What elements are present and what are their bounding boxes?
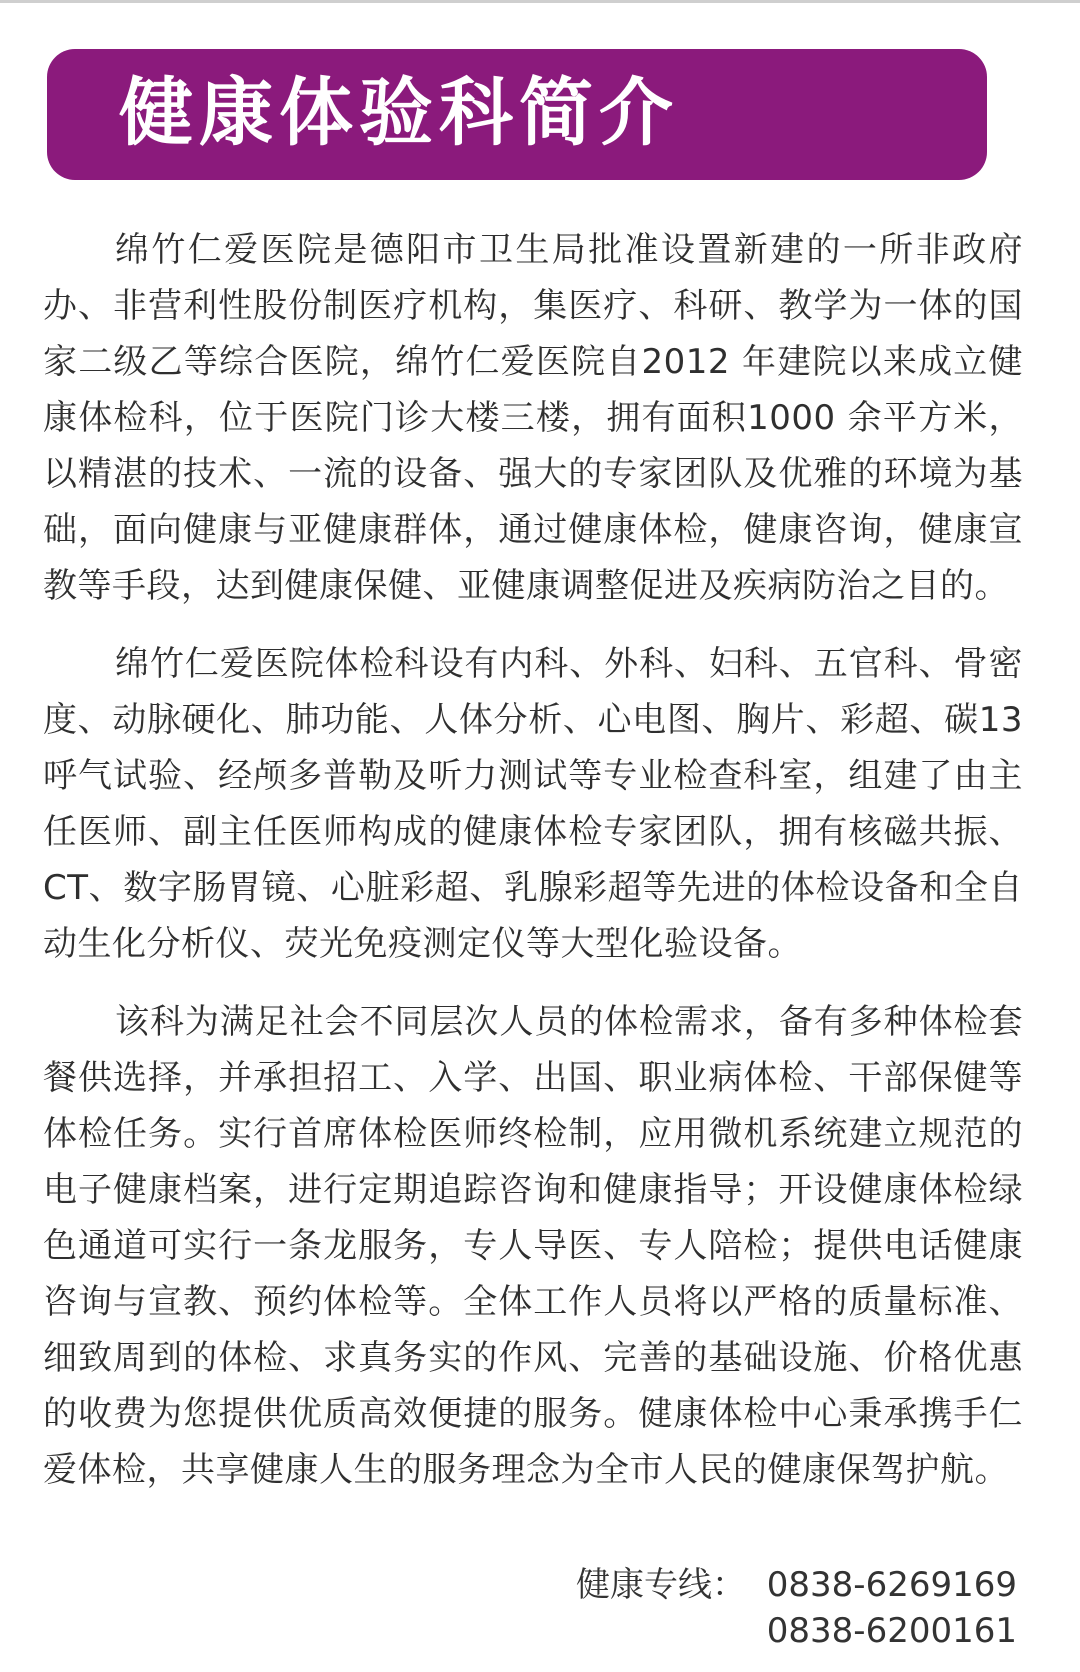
hotline-row-secondary: [576, 1608, 1017, 1654]
phone-number-secondary: 0838-6200161: [766, 1611, 1017, 1651]
paragraph-intro: 绵竹仁爱医院是德阳市卫生局批准设置新建的一所非政府办、非营利性股份制医疗机构，集医疗、科研、教学为一体的国家二级乙等综合医院，绵竹仁爱医院自2012 年建院以来成立健康体检科，位于医院门诊大楼三楼，拥有面积1000 余平方米，以精湛的技术、一流的设备、强大的专家团队及优雅的环境为基础，面向健康与亚健康群体，通过健康体检，健康咨询，健康宣教等手段，达到健康保健、亚健康调整促进及疾病防治之目的。: [43, 230, 1023, 606]
hotline-row-primary: [576, 1562, 1017, 1608]
phone-number-primary: 0838-6269169: [766, 1565, 1017, 1605]
hotline-label: 健康专线：: [575, 1565, 746, 1605]
page-title: 健康体验科简介: [119, 70, 679, 156]
paragraph-services: 该科为满足社会不同层次人员的体检需求，备有多种体检套餐供选择，并承担招工、入学、出国、职业病体检、干部保健等体检任务。实行首席体检医师终检制，应用微机系统建立规范的电子健康档案，进行定期追踪咨询和健康指导；开设健康体检绿色通道可实行一条龙服务，专人导医、专人陪检；提供电话健康咨询与宣教、预约体检等。全体工作人员将以严格的质量标准、细致周到的体检、求真务实的作风、完善的基础设施、价格优惠的收费为您提供优质高效便捷的服务。健康体检中心秉承携手仁爱体检，共享健康人生的服务理念为全市人民的健康保驾护航。: [43, 1002, 1023, 1490]
article-body: [43, 222, 1023, 1498]
top-divider: [0, 0, 1080, 3]
hotline-block: [576, 1562, 1017, 1654]
paragraph-departments: 绵竹仁爱医院体检科设有内科、外科、妇科、五官科、骨密度、动脉硬化、肺功能、人体分析、心电图、胸片、彩超、碳13 呼气试验、经颅多普勒及听力测试等专业检查科室，组建了由主任医师、副主任医师构成的健康体检专家团队，拥有核磁共振、CT、数字肠胃镜、心脏彩超、乳腺彩超等先进的体检设备和全自动生化分析仪、荧光免疫测定仪等大型化验设备。: [43, 644, 1023, 964]
title-banner: [47, 49, 987, 180]
